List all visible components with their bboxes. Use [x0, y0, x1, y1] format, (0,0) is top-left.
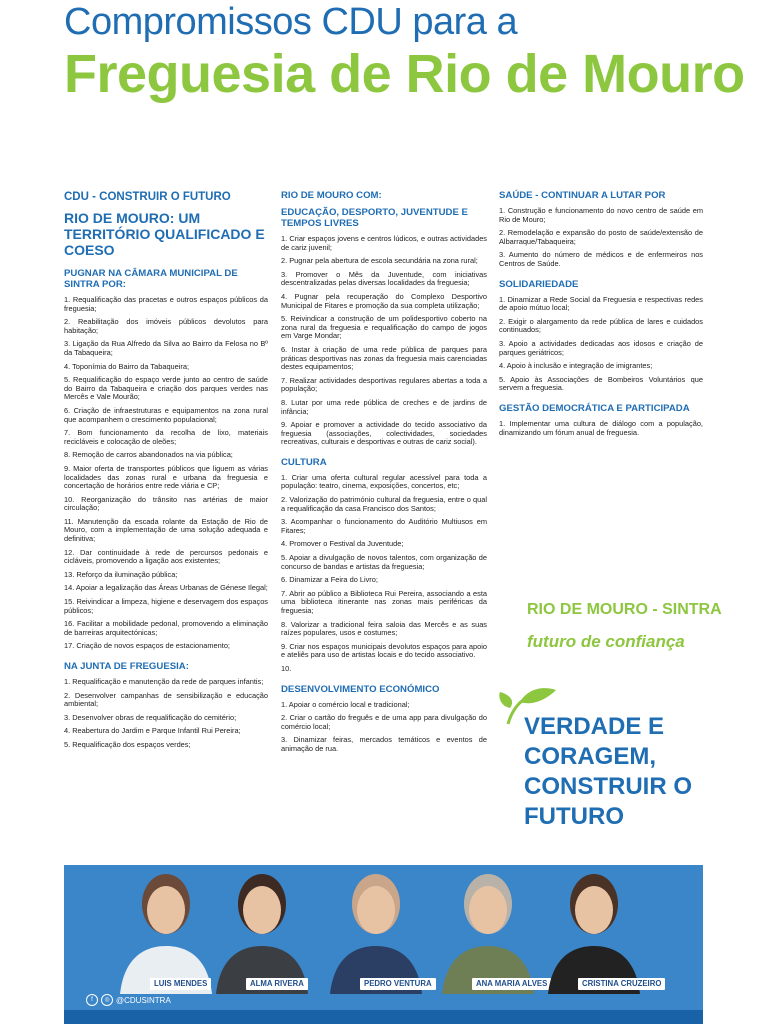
candidate-photo	[114, 865, 218, 994]
col1-section1-list	[64, 296, 268, 651]
instagram-icon[interactable]: ◎	[101, 994, 113, 1006]
list-item: 4. Apoio à inclusão e integração de imigrantes;	[499, 361, 653, 371]
col2-section3-title: DESENVOLVIMENTO ECONÓMICO	[281, 683, 440, 695]
list-item: 6. Instar à criação de uma rede pública de parques para práticas desportivas nas zonas da freguesia mais carenciadas destes equipamentos;	[281, 344, 487, 372]
list-item: 5. Reivindicar a construção de um polidesportivo coberto na zona rural da freguesia e requalificação do campo de jogos em Varge Mondar;	[281, 314, 487, 341]
col3-section3-list	[499, 420, 703, 437]
person-icon	[324, 865, 428, 994]
tagline-block	[527, 600, 727, 652]
list-item: 3. Aumento do número de médicos e de enfermeiros nos Centros de Saúde.	[499, 250, 703, 268]
list-item: 4. Promover o Festival da Juventude;	[281, 539, 404, 549]
person-icon	[436, 865, 540, 994]
candidate-photo	[210, 865, 314, 994]
col2-section2-list	[281, 474, 487, 674]
list-item: 4. Reabertura do Jardim e Parque Infantil Rui Pereira;	[64, 726, 241, 736]
list-item: 15. Reivindicar a limpeza, higiene e deservagem dos espaços públicos;	[64, 597, 268, 615]
list-item: 16. Facilitar a mobilidade pedonal, promovendo a eliminação de barreiras arquitectónicas;	[64, 619, 268, 637]
list-item: 10.	[281, 663, 292, 673]
list-item: 3. Promover o Mês da Juventude, com iniciativas descentralizadas pelas diversas localidades da freguesia;	[281, 269, 487, 288]
list-item: 3. Ligação da Rua Alfredo da Silva ao Bairro da Felosa no Bº da Tabaqueira;	[64, 339, 268, 357]
person-icon	[542, 865, 646, 994]
candidate-photo	[324, 865, 428, 994]
col3-section2-list	[499, 296, 703, 393]
list-item: 1. Implementar uma cultura de diálogo com a população, dinamizando um fórum anual de freguesia.	[499, 418, 703, 437]
candidate-photo	[436, 865, 540, 994]
col2-section1-title: EDUCAÇÃO, DESPORTO, JUVENTUDE E TEMPOS LIVRES	[281, 207, 468, 229]
social-handle: @CDUSINTRA	[116, 995, 171, 1005]
list-item: 2. Exigir o alargamento da rede pública de lares e cuidados continuados;	[499, 316, 703, 335]
list-item: 1. Dinamizar a Rede Social da Freguesia e respectivas redes de apoio mútuo local;	[499, 294, 703, 313]
list-item: 8. Valorizar a tradicional feira saloia das Mercês e as suas raízes populares, usos e costumes;	[281, 619, 487, 638]
list-item: 3. Apoio a actividades dedicadas aos idosos e criação de parques geriátricos;	[499, 338, 703, 357]
list-item: 1. Criar espaços jovens e centros lúdicos, e outras actividades de cariz juvenil;	[281, 234, 487, 252]
facebook-icon[interactable]: f	[86, 994, 98, 1006]
list-item: 7. Bom funcionamento da recolha de lixo, materiais recicláveis e colocação de oleões;	[64, 428, 268, 446]
list-item: 5. Requalificação do espaço verde junto ao centro de saúde do Bairro da Tabaqueira e criação dos parques verdes nas Mercês e Vale Mourão;	[64, 375, 268, 402]
banner-bottom-strip	[64, 1010, 703, 1024]
col2-kicker: RIO DE MOURO COM:	[281, 190, 382, 201]
col3-section3-title: GESTÃO DEMOCRÁTICA E PARTICIPADA	[499, 402, 690, 414]
col2-section3-list	[281, 701, 487, 754]
candidate-name: ALMA RIVERA	[246, 978, 308, 990]
social-links	[86, 994, 171, 1006]
list-item: 1. Construção e funcionamento do novo centro de saúde em Rio de Mouro;	[499, 206, 703, 224]
list-item: 2. Pugnar pela abertura de escola secundária na zona rural;	[281, 256, 478, 266]
col2-section1-list	[281, 235, 487, 447]
list-item: 2. Valorização do património cultural da freguesia, entre o qual a requalificação da casa Francisco dos Santos;	[281, 495, 487, 513]
list-item: 12. Dar continuidade à rede de percursos pedonais e cicláveis, promovendo a ligação aos existentes;	[64, 547, 268, 566]
candidate-name: LUIS MENDES	[150, 978, 211, 990]
list-item: 10. Reorganização do trânsito nas artérias de maior circulação;	[64, 494, 268, 513]
candidate-name: ANA MARIA ALVES	[472, 978, 551, 990]
candidate-name: PEDRO VENTURA	[360, 978, 436, 990]
list-item: 1. Requalificação e manutenção da rede de parques infantis;	[64, 677, 264, 686]
col1-section1-title: PUGNAR NA CÂMARA MUNICIPAL DE SINTRA POR:	[64, 268, 238, 290]
col2-section2-title: CULTURA	[281, 456, 327, 468]
list-item: 3. Desenvolver obras de requalificação do cemitério;	[64, 712, 237, 722]
list-item: 2. Criar o cartão do freguês e de uma app para divulgação do comércio local;	[281, 713, 487, 731]
list-item: 3. Dinamizar feiras, mercados temáticos e eventos de animação de rua.	[281, 735, 487, 753]
page-title-line1: Compromissos CDU para a	[64, 1, 518, 43]
col1-section2-list	[64, 678, 268, 750]
list-item: 9. Maior oferta de transportes públicos que liguem as várias localidades das zonas rural e urbana da freguesia e concertação de horários entre rede viária e CP;	[64, 463, 268, 491]
candidates-banner	[64, 865, 703, 1024]
list-item: 8. Lutar por uma rede pública de creches e de jardins de infância;	[281, 397, 487, 416]
col1-kicker: CDU - CONSTRUIR O FUTURO	[64, 191, 231, 203]
list-item: 1. Apoiar o comércio local e tradicional;	[281, 699, 410, 709]
list-item: 7. Realizar actividades desportivas regulares abertas a toda a população;	[281, 375, 487, 394]
col3-section2-title: SOLIDARIEDADE	[499, 278, 579, 290]
col3-section1-list	[499, 207, 703, 269]
list-item: 5. Apoiar a divulgação de novos talentos, com organização de concurso de bandas e artistas da freguesia;	[281, 553, 487, 571]
tagline-place: RIO DE MOURO - SINTRA	[527, 601, 722, 618]
list-item: 13. Reforço da iluminação pública;	[64, 569, 178, 579]
list-item: 9. Criar nos espaços municipais devolutos espaços para apoio e ateliês para uso de artistas locais e do tecido associativo.	[281, 641, 487, 660]
list-item: 4. Toponímia do Bairro da Tabaqueira;	[64, 361, 190, 371]
col3-section1-title: SAÚDE - CONTINUAR A LUTAR POR	[499, 190, 666, 201]
list-item: 6. Dinamizar a Feira do Livro;	[281, 575, 378, 585]
candidate-name: CRISTINA CRUZEIRO	[578, 978, 665, 990]
list-item: 2. Desenvolver campanhas de sensibilização e educação ambiental;	[64, 690, 268, 709]
tagline-motto: futuro de confiança	[527, 632, 685, 651]
col1-headline: RIO DE MOURO: UM TERRITÓRIO QUALIFICADO E COESO	[64, 210, 265, 258]
list-item: 5. Apoio às Associações de Bombeiros Voluntários que servem a freguesia.	[499, 374, 703, 393]
list-item: 1. Requalificação das pracetas e outros espaços públicos da freguesia;	[64, 295, 268, 313]
list-item: 1. Criar uma oferta cultural regular acessível para toda a população: teatro, cinema, exposições, concertos, etc;	[281, 472, 487, 491]
candidate-photo	[542, 865, 646, 994]
list-item: 5. Requalificação dos espaços verdes;	[64, 739, 191, 749]
column-3	[499, 190, 703, 442]
column-2	[281, 190, 487, 759]
page-title-line2: Freguesia de Rio de Mouro	[64, 44, 745, 104]
list-item: 7. Abrir ao público a Biblioteca Rui Pereira, associando a esta uma biblioteca itinerante nas zonas mais periféricas da freguesia;	[281, 588, 487, 615]
person-icon	[210, 865, 314, 994]
list-item: 2. Reabilitação dos imóveis públicos devolutos para habitação;	[64, 317, 268, 335]
list-item: 8. Remoção de carros abandonados na via pública;	[64, 450, 233, 460]
person-icon	[114, 865, 218, 994]
list-item: 3. Acompanhar o funcionamento do Auditório Multiusos em Fitares;	[281, 517, 487, 535]
list-item: 4. Pugnar pela recuperação do Complexo Desportivo Municipal de Fitares e promoção da sua completa utilização;	[281, 291, 487, 310]
list-item: 17. Criação de novos espaços de estacionamento;	[64, 641, 230, 651]
slogan: VERDADE E CORAGEM, CONSTRUIR O FUTURO	[524, 713, 692, 830]
list-item: 11. Manutenção da escada rolante da Estação de Rio de Mouro, com a implementação de uma solução adequada e definitiva;	[64, 516, 268, 544]
list-item: 9. Apoiar e promover a actividade do tecido associativo da freguesia (associações, colectividades, sociedades recreativas, culturais e desportivas e outras de cariz social).	[281, 420, 487, 447]
col1-section2-title: NA JUNTA DE FREGUESIA:	[64, 661, 189, 672]
column-1	[64, 190, 268, 755]
list-item: 6. Criação de infraestruturas e equipamentos na zona rural que acompanhem o crescimento populacional;	[64, 405, 268, 424]
list-item: 14. Apoiar a legalização das Áreas Urbanas de Génese Ilegal;	[64, 583, 268, 593]
list-item: 2. Remodelação e expansão do posto de saúde/extensão de Albarraque/Tabaqueira;	[499, 228, 703, 246]
